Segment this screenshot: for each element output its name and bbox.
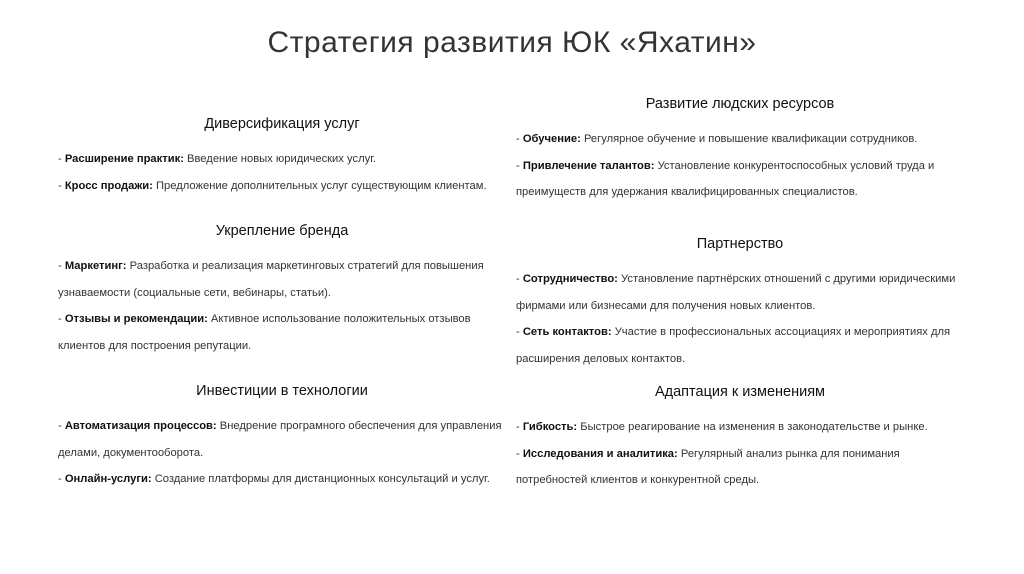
bullet-label: Сеть контактов: xyxy=(522,326,612,339)
bullet-list xyxy=(516,266,964,372)
section-heading: Партнерство xyxy=(696,236,784,252)
bullet-item: - Сеть контактов: Участие в профессиональных ассоциациях и мероприятиях для расширения деловых контактов. xyxy=(516,326,951,365)
bullet-item: - Отзывы и рекомендации: Активное использование положительных отзывов клиентов для построения репутации. xyxy=(58,313,471,352)
bullet-list xyxy=(516,414,964,494)
bullet-text: Установление партнёрских отношений с другими юридическими фирмами или бизнесами для получения новых клиентов. xyxy=(516,273,956,312)
section-technology xyxy=(58,383,506,493)
bullet-text: Регулярный анализ рынка для понимания потребностей клиентов и конкурентной среды. xyxy=(516,447,900,487)
bullet-item: - Онлайн-услуги: Создание платформы для дистанционных консультаций и услуг. xyxy=(58,473,490,486)
section-adaptation xyxy=(516,384,964,494)
slide-title: Стратегия развития ЮК «Яхатин» xyxy=(267,26,757,59)
bullet-item: - Привлечение талантов: Установление конкурентоспособных условий труда и преимуществ для удержания квалифицированных специалистов. xyxy=(516,159,935,199)
bullet-label: Автоматизация процессов: xyxy=(64,420,217,432)
bullet-text: Внедрение програмного обеспечения для управления делами, документооборота. xyxy=(58,420,502,459)
bullet-label: Гибкость: xyxy=(522,421,578,433)
bullet-text: Быстрое реагирование на изменения в законодательстве и рынке. xyxy=(580,421,928,433)
bullet-label: Обучение: xyxy=(522,133,581,145)
bullet-item: - Кросс продажи: Предложение дополнительных услуг существующим клиентам. xyxy=(58,179,487,192)
bullet-item: - Сотрудничество: Установление партнёрских отношений с другими юридическими фирмами или бизнесами для получения новых клиентов. xyxy=(516,273,956,312)
bullet-item: - Маркетинг: Разработка и реализация маркетинговых стратегий для повышения узнаваемости (социальные сети, вебинары, статьи). xyxy=(58,260,484,299)
section-human-resources xyxy=(516,96,964,206)
bullet-label: Сотрудничество: xyxy=(522,273,618,285)
bullet-text: Введение новых юридических услуг. xyxy=(187,153,377,165)
bullet-label: Маркетинг: xyxy=(64,260,127,272)
bullet-label: Привлечение талантов: xyxy=(522,159,655,172)
bullet-list xyxy=(58,146,506,199)
bullet-item: - Исследования и аналитика: Регулярный анализ рынка для понимания потребностей клиентов и конкурентной среды. xyxy=(516,447,900,487)
section-partnership xyxy=(516,236,964,372)
bullet-text: Активное использование положительных отзывов клиентов для построения репутации. xyxy=(58,313,471,352)
bullet-list xyxy=(58,413,506,493)
bullet-label: Кросс продажи: xyxy=(64,179,153,192)
section-heading: Адаптация к изменениям xyxy=(654,384,826,400)
bullet-text: Участие в профессиональных ассоциациях и мероприятиях для расширения деловых контактов. xyxy=(516,326,951,365)
bullet-text: Разработка и реализация маркетинговых стратегий для повышения узнаваемости (социальные сети, вебинары, статьи). xyxy=(58,260,484,299)
bullet-list xyxy=(516,126,964,206)
bullet-list xyxy=(58,253,506,359)
bullet-label: Расширение практик: xyxy=(64,153,184,165)
section-brand xyxy=(58,223,506,359)
bullet-item: - Обучение: Регулярное обучение и повышение квалификации сотрудников. xyxy=(516,133,918,145)
bullet-item: - Гибкость: Быстрое реагирование на изменения в законодательстве и рынке. xyxy=(516,421,928,433)
section-heading: Укрепление бренда xyxy=(215,223,349,239)
bullet-text: Создание платформы для дистанционных консультаций и услуг. xyxy=(154,473,490,486)
section-heading: Развитие людских ресурсов xyxy=(645,96,835,112)
bullet-item: - Расширение практик: Введение новых юридических услуг. xyxy=(58,153,377,165)
bullet-text: Регулярное обучение и повышение квалификации сотрудников. xyxy=(583,133,918,145)
bullet-text: Предложение дополнительных услуг существующим клиентам. xyxy=(156,179,487,192)
bullet-item: - Автоматизация процессов: Внедрение програмного обеспечения для управления делами, документооборота. xyxy=(58,420,502,459)
bullet-label: Исследования и аналитика: xyxy=(522,447,678,460)
bullet-label: Онлайн-услуги: xyxy=(64,473,152,486)
section-heading: Инвестиции в технологии xyxy=(196,383,368,399)
bullet-label: Отзывы и рекомендации: xyxy=(64,313,208,326)
bullet-text: Установление конкурентоспособных условий труда и преимуществ для удержания квалифицированных специалистов. xyxy=(516,159,935,199)
section-heading: Диверсификация услуг xyxy=(204,116,360,132)
section-diversification xyxy=(58,116,506,199)
